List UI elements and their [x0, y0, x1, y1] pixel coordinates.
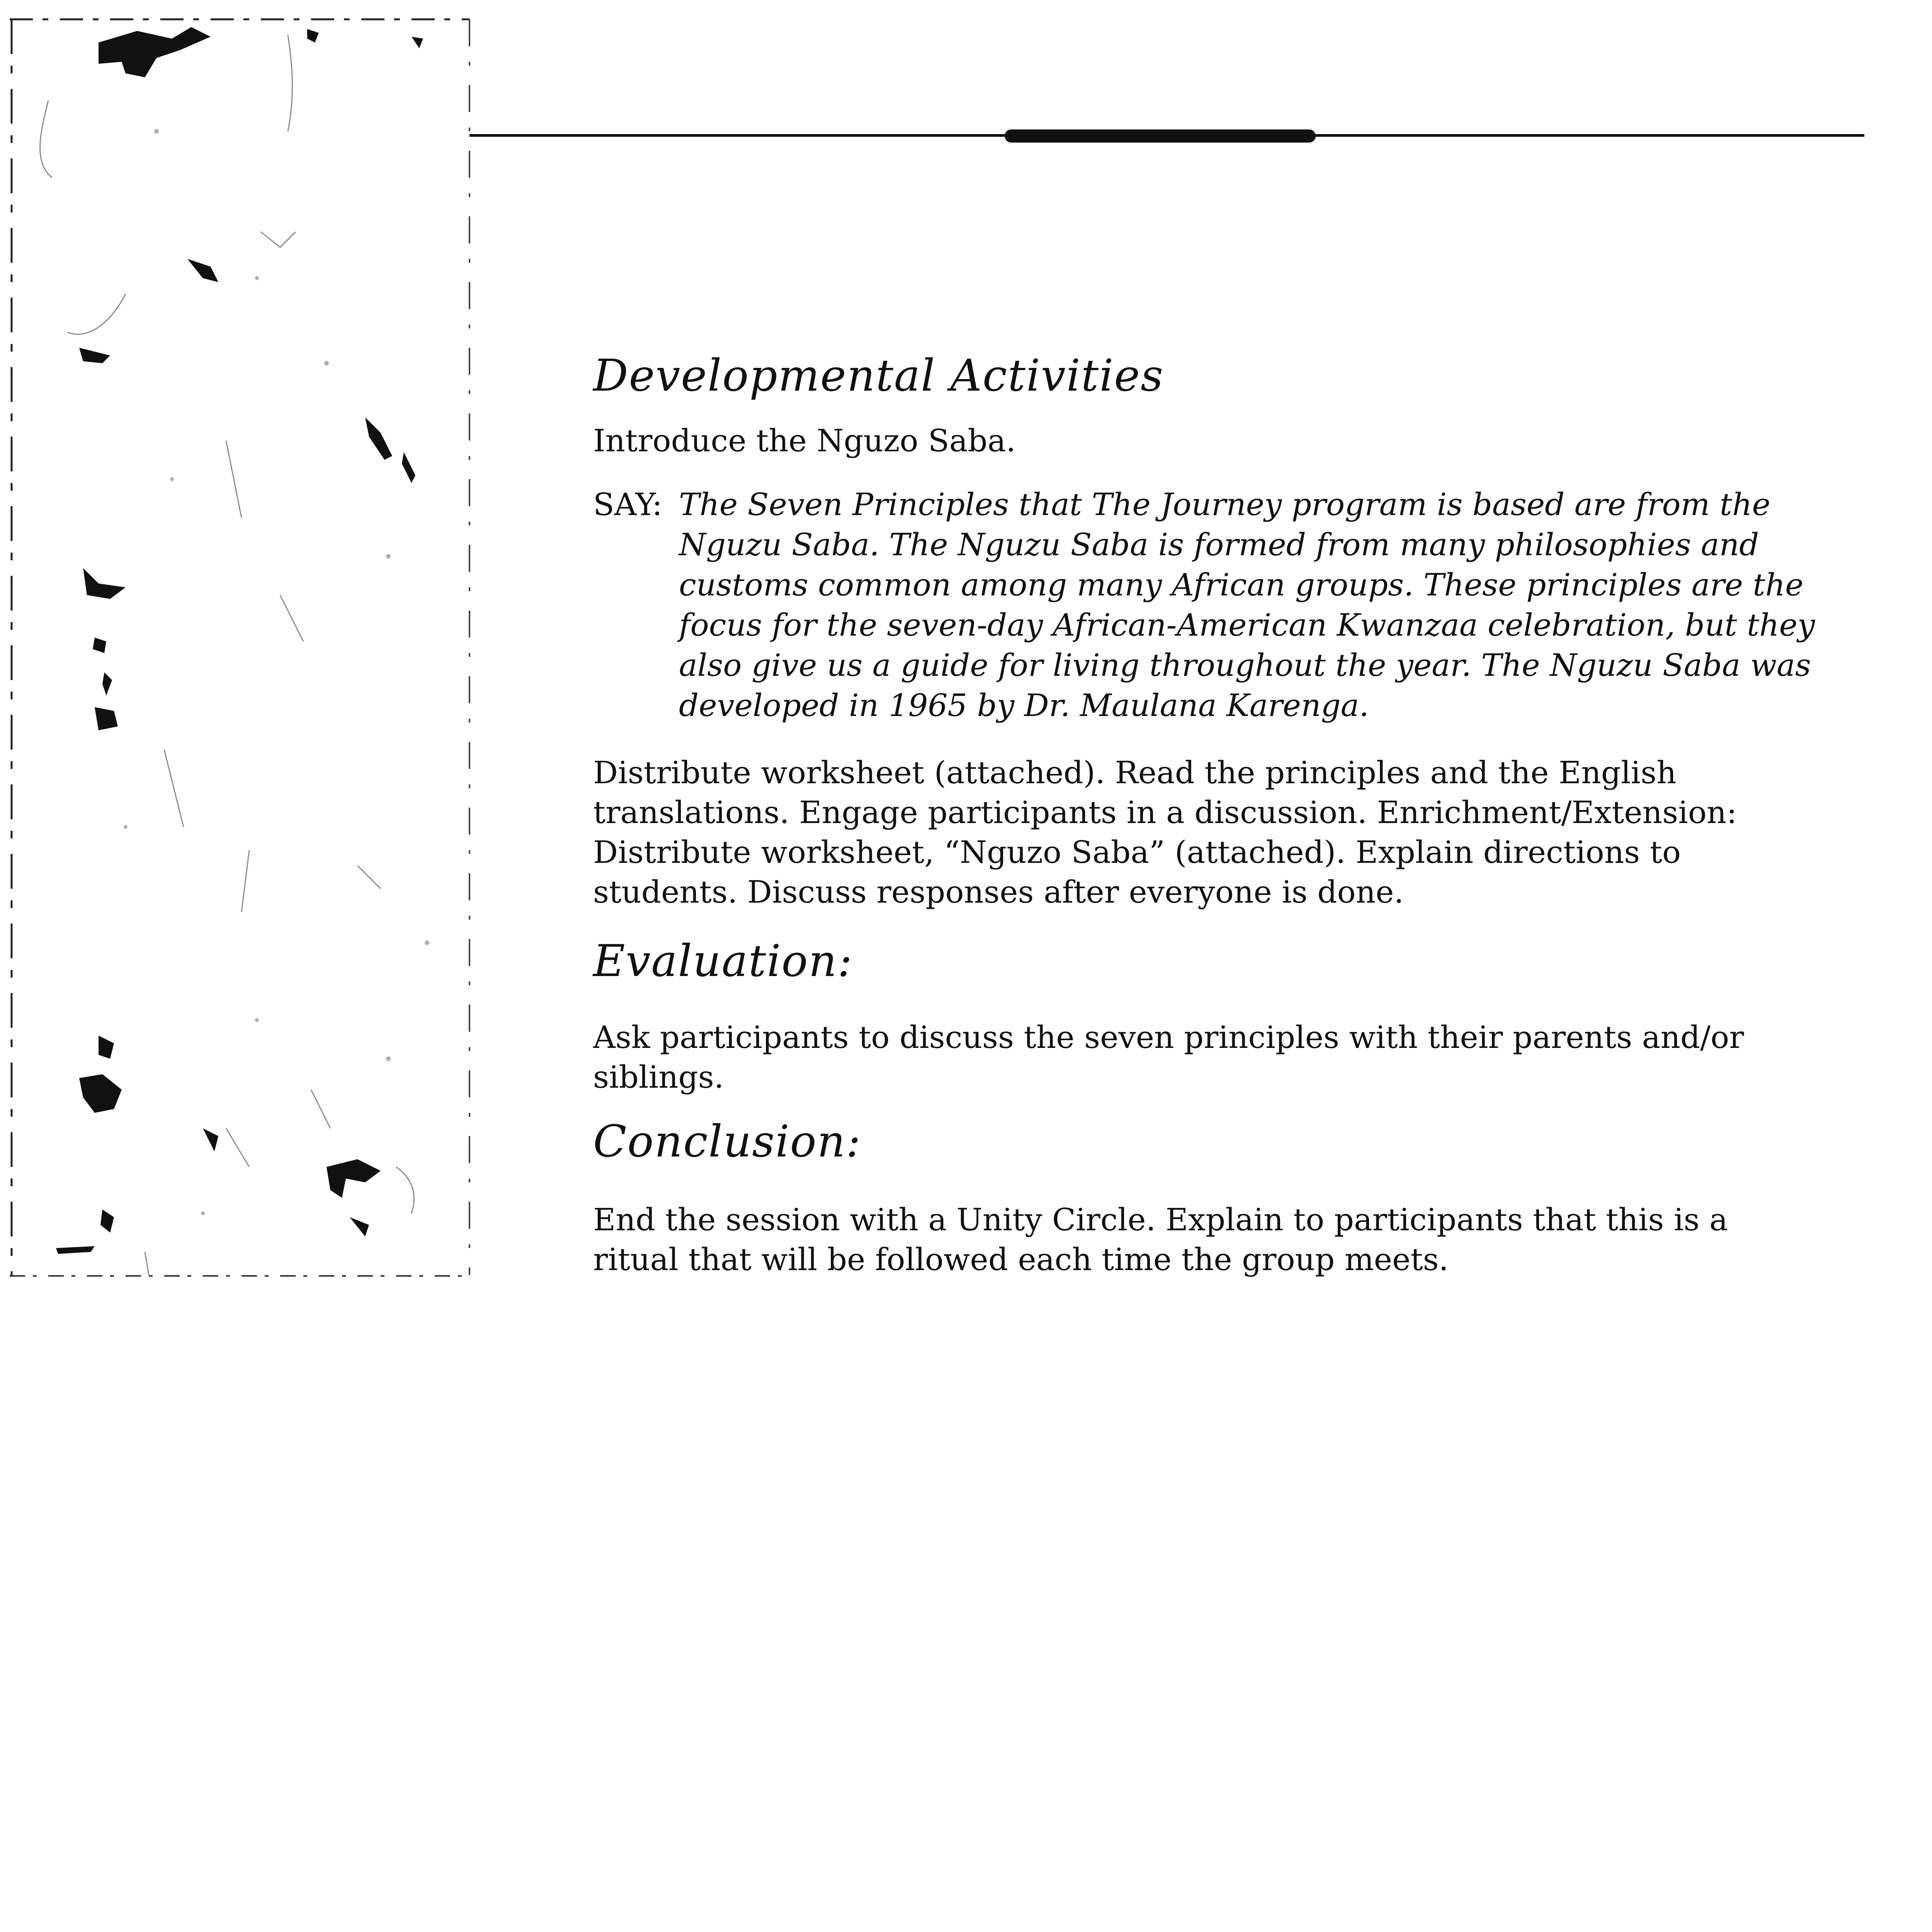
intro-text: Introduce the Nguzo Saba.	[593, 422, 1016, 459]
heading-evaluation: Evaluation:	[593, 935, 853, 986]
heading-developmental-activities: Developmental Activities	[593, 350, 1164, 401]
decorative-side-band	[10, 15, 473, 1283]
texture-graphic	[10, 15, 473, 1283]
header-rule	[469, 129, 1864, 144]
distribute-text: Distribute worksheet (attached). Read the principles and the English translations. Engage participants in a discussion. Enrichment/Extension: Distribute worksheet, “Nguzo Saba” (attached). Explain directions to students. Discuss responses after everyone is done.	[593, 754, 1737, 910]
conclusion-text: End the session with a Unity Circle. Explain to participants that this is a ritual that will be followed each time the group meets.	[593, 1201, 1728, 1277]
main-content	[593, 350, 1818, 1279]
say-text: The Seven Principles that The Journey program is based are from the Nguzu Saba. The Nguzu Saba is formed from many philosophies and customs common among many African groups. These principles are the focus for the seven-day African-American Kwanzaa celebration, but they also give us a guide for living throughout the year. The Nguzu Saba was developed in 1965 by Dr. Maulana Karenga.	[679, 486, 1815, 723]
say-label: SAY:	[593, 486, 663, 522]
heading-conclusion: Conclusion:	[593, 1116, 862, 1167]
header-rule-bar	[1005, 129, 1316, 143]
say-block	[593, 485, 1818, 726]
evaluation-text: Ask participants to discuss the seven principles with their parents and/or siblings.	[593, 1019, 1744, 1095]
